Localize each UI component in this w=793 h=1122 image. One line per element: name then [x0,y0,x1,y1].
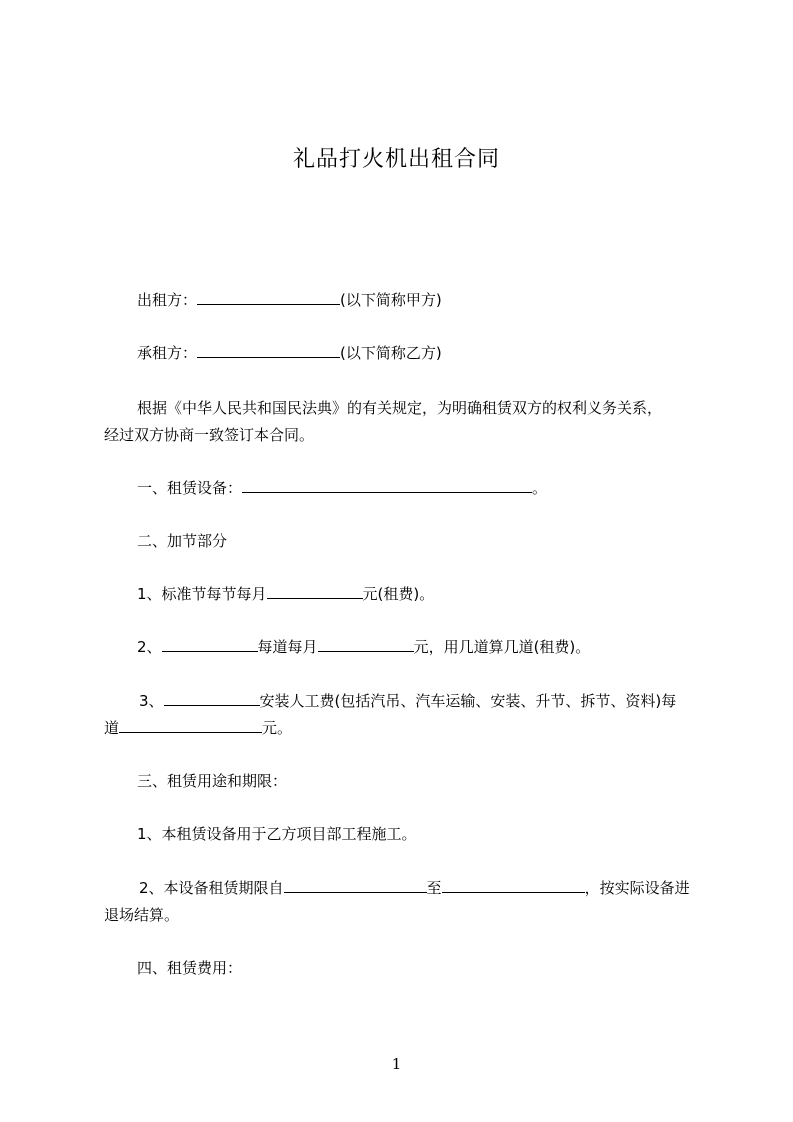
item-2-2-mid: 每道每月 [257,638,318,656]
item-2-1-blank [267,582,363,599]
lessor-suffix: (以下简称甲方) [340,291,442,309]
section-2-item-3-cont [104,715,292,742]
item-2-2-blank-b [318,635,414,652]
item-2-3-blank-a [164,689,260,706]
lessee-suffix: (以下简称乙方) [340,344,442,362]
item-2-1-suffix: 元(租费)。 [362,585,435,603]
lessor-blank [197,288,340,305]
intro-line-1: 根据《中华人民共和国民法典》的有关规定，为明确租赁双方的权利义务关系， [137,399,663,417]
item-2-3-blank-b [119,716,262,733]
section-3-item-2-cont: 退场结算。 [104,906,180,924]
lessor-label: 出租方： [137,291,198,309]
lessee-blank [197,341,340,358]
section-1-end: 。 [532,479,548,497]
item-3-2-suffix: ，按实际设备进 [584,879,690,897]
item-2-2-prefix: 2、 [137,638,162,656]
start-date-blank [284,876,427,893]
page-number: 1 [391,1055,402,1073]
item-3-2-prefix: 2、本设备租赁期限自 [139,879,284,897]
section-2-item-1 [137,581,434,608]
item-2-1-prefix: 1、标准节每节每月 [137,585,267,603]
item-3-2-mid: 至 [426,879,442,897]
intro-line-2: 经过双方协商一致签订本合同。 [104,426,315,444]
item-2-2-suffix: 元，用几道算几道(租费)。 [413,638,591,656]
lessor-line [137,287,442,314]
lessee-line [137,340,442,367]
section-3-item-2 [139,875,690,902]
end-date-blank [442,876,585,893]
item-2-3-mid: 安装人工费(包括汽吊、汽车运输、安装、升节、拆节、资料)每 [259,692,677,710]
section-2-item-2 [137,634,590,661]
section-3-heading: 三、租赁用途和期限： [137,772,288,790]
section-3-item-1: 1、本租赁设备用于乙方项目部工程施工。 [137,825,417,843]
item-2-3-prefix: 3、 [139,692,164,710]
section-1-label: 一、租赁设备： [137,479,243,497]
item-2-3-line2-suffix: 元。 [262,719,293,737]
section-2-item-3 [139,688,676,715]
section-4-heading: 四、租赁费用： [137,959,243,977]
document-title: 礼品打火机出租合同 [292,147,500,172]
lessee-label: 承租方： [137,344,198,362]
section-2-heading: 二、加节部分 [137,532,228,550]
item-2-2-blank-a [162,635,258,652]
item-2-3-line2-prefix: 道 [104,719,120,737]
equipment-blank [242,476,532,493]
section-1-line [137,475,547,502]
